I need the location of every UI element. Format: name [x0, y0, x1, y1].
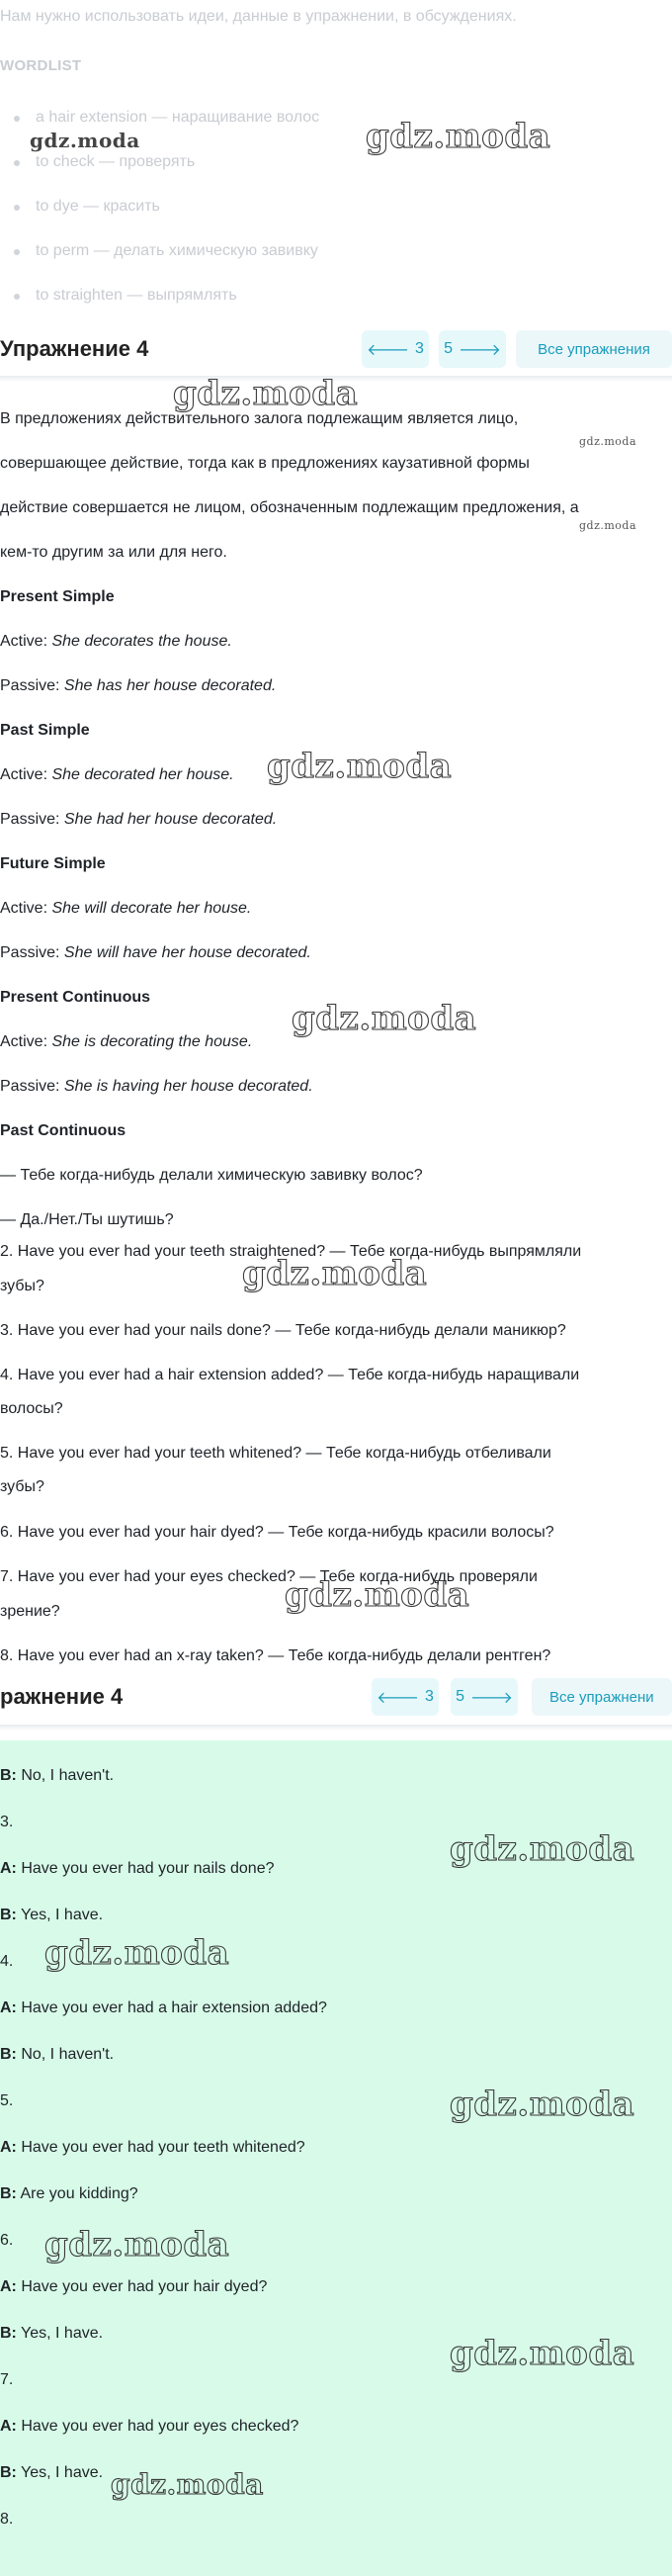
dialogue-line: зубы?: [0, 1278, 44, 1294]
active-example: Active: She decorated her house.: [0, 766, 234, 783]
tense-heading: Past Continuous: [0, 1122, 126, 1139]
passive-example: Passive: She had her house decorated.: [0, 811, 278, 828]
answer-line: A: Have you ever had your eyes checked?: [0, 2418, 299, 2435]
next-exercise-button[interactable]: [451, 1678, 518, 1716]
dialogue-line: 5. Have you ever had your teeth whitened? — Тебе когда-нибудь отбеливали: [0, 1445, 551, 1462]
watermark-logo: gdz.moda: [173, 374, 359, 413]
dialogue-line: зубы?: [0, 1478, 44, 1495]
all-exercises-button[interactable]: Все упражнени: [532, 1678, 672, 1716]
tense-heading: Present Continuous: [0, 989, 151, 1006]
answer-line: B: Yes, I have.: [0, 2325, 104, 2342]
dialogue-line: 7. Have you ever had your eyes checked? — Тебе когда-нибудь проверяли: [0, 1568, 538, 1585]
tense-heading: Present Simple: [0, 588, 115, 605]
watermark-logo: gdz.moda: [292, 999, 477, 1038]
watermark-logo: gdz.moda: [30, 129, 140, 152]
wordlist-item: a hair extension — наращивание волос: [14, 107, 319, 151]
active-example: Active: She decorates the house.: [0, 633, 232, 650]
active-example: Active: She is decorating the house.: [0, 1033, 253, 1050]
paragraph-line: В предложениях действительного залога подлежащим является лицо,: [0, 410, 519, 427]
answer-line: B: No, I haven't.: [0, 2046, 115, 2063]
answer-line: B: Yes, I have.: [0, 1907, 104, 1923]
watermark-logo: gdz.moda: [579, 435, 637, 448]
wordlist-title: WORDLIST: [0, 57, 82, 74]
passive-example: Passive: She will have her house decorated.: [0, 944, 311, 961]
dialogue-line: волосы?: [0, 1400, 63, 1417]
watermark-logo: gdz.moda: [366, 117, 551, 156]
wordlist-item: to dye — красить: [14, 196, 319, 240]
exercise-header-sticky: [0, 1678, 672, 1720]
tense-heading: Past Simple: [0, 722, 90, 739]
answer-number: 8.: [0, 2511, 14, 2528]
passive-example: Passive: She has her house decorated.: [0, 677, 277, 694]
answer-line: A: Have you ever had a hair extension added?: [0, 1999, 327, 2016]
exercise-header: [0, 330, 672, 372]
intro-text: Нам нужно использовать идеи, данные в упражнении, в обсуждениях.: [0, 8, 517, 25]
answer-line: A: Have you ever had your hair dyed?: [0, 2278, 268, 2295]
dialogue-line: 3. Have you ever had your nails done? — Тебе когда-нибудь делали маникюр?: [0, 1322, 566, 1339]
watermark-logo: gdz.moda: [579, 519, 637, 532]
exercise-title: ражнение 4: [0, 1684, 124, 1709]
all-exercises-button[interactable]: Все упражнения: [516, 330, 672, 368]
answer-line: B: No, I haven't.: [0, 1767, 115, 1784]
active-example: Active: She will decorate her house.: [0, 900, 252, 917]
wordlist-item: to check — проверять: [14, 151, 319, 196]
next-exercise-number: 5: [444, 340, 453, 357]
prev-exercise-button[interactable]: [362, 330, 429, 368]
wordlist-item: to perm — делать химическую завивку: [14, 240, 319, 285]
dialogue-line: 8. Have you ever had an x-ray taken? — Тебе когда-нибудь делали рентген?: [0, 1647, 551, 1664]
answer-number: 3.: [0, 1814, 14, 1830]
dialogue-line: 6. Have you ever had your hair dyed? — Тебе когда-нибудь красили волосы?: [0, 1524, 554, 1541]
paragraph-line: кем-то другим за или для него.: [0, 544, 227, 561]
exercise-title: Упражнение 4: [0, 336, 149, 361]
watermark-logo: gdz.moda: [242, 1254, 428, 1293]
header-shadow: [0, 1725, 672, 1731]
next-exercise-button[interactable]: [439, 330, 506, 368]
answer-number: 7.: [0, 2371, 14, 2388]
answer-number: 5.: [0, 2092, 14, 2109]
dialogue-line: 4. Have you ever had a hair extension added? — Тебе когда-нибудь наращивали: [0, 1367, 580, 1383]
watermark-logo: gdz.moda: [285, 1575, 470, 1615]
wordlist: [14, 107, 319, 329]
arrow-right-icon: 🡒: [470, 1689, 513, 1707]
prev-exercise-number: 3: [415, 340, 424, 357]
answer-line: B: Are you kidding?: [0, 2185, 138, 2202]
tense-heading: Future Simple: [0, 855, 106, 872]
grammar-panel: [0, 384, 672, 1669]
prev-exercise-button[interactable]: [372, 1678, 439, 1716]
prev-exercise-number: 3: [425, 1688, 434, 1705]
dialogue-line: 2. Have you ever had your teeth straightened? — Тебе когда-нибудь выпрямляли: [0, 1243, 582, 1260]
answer-number: 4.: [0, 1953, 14, 1970]
paragraph-line: совершающее действие, тогда как в предложениях каузативной формы: [0, 455, 530, 472]
answer-line: A: Have you ever had your teeth whitened?: [0, 2139, 305, 2156]
arrow-left-icon: 🡐: [377, 1689, 419, 1707]
dialogue-line: — Тебе когда-нибудь делали химическую завивку волос?: [0, 1167, 423, 1184]
answer-panel: [0, 1740, 672, 2576]
paragraph-line: действие совершается не лицом, обозначенным подлежащим предложения, а: [0, 499, 579, 516]
arrow-right-icon: 🡒: [459, 341, 501, 359]
arrow-left-icon: 🡐: [367, 341, 409, 359]
dialogue-line: — Да./Нет./Ты шутишь?: [0, 1211, 174, 1228]
header-shadow: [0, 376, 672, 382]
dialogue-line: зрение?: [0, 1603, 60, 1620]
wordlist-item: to straighten — выпрямлять: [14, 285, 319, 329]
answer-line: A: Have you ever had your nails done?: [0, 1860, 275, 1877]
watermark-logo: gdz.moda: [267, 747, 453, 786]
next-exercise-number: 5: [456, 1688, 464, 1705]
answer-line: B: Yes, I have.: [0, 2464, 104, 2481]
passive-example: Passive: She is having her house decorated.: [0, 1078, 313, 1095]
answer-number: 6.: [0, 2232, 14, 2249]
